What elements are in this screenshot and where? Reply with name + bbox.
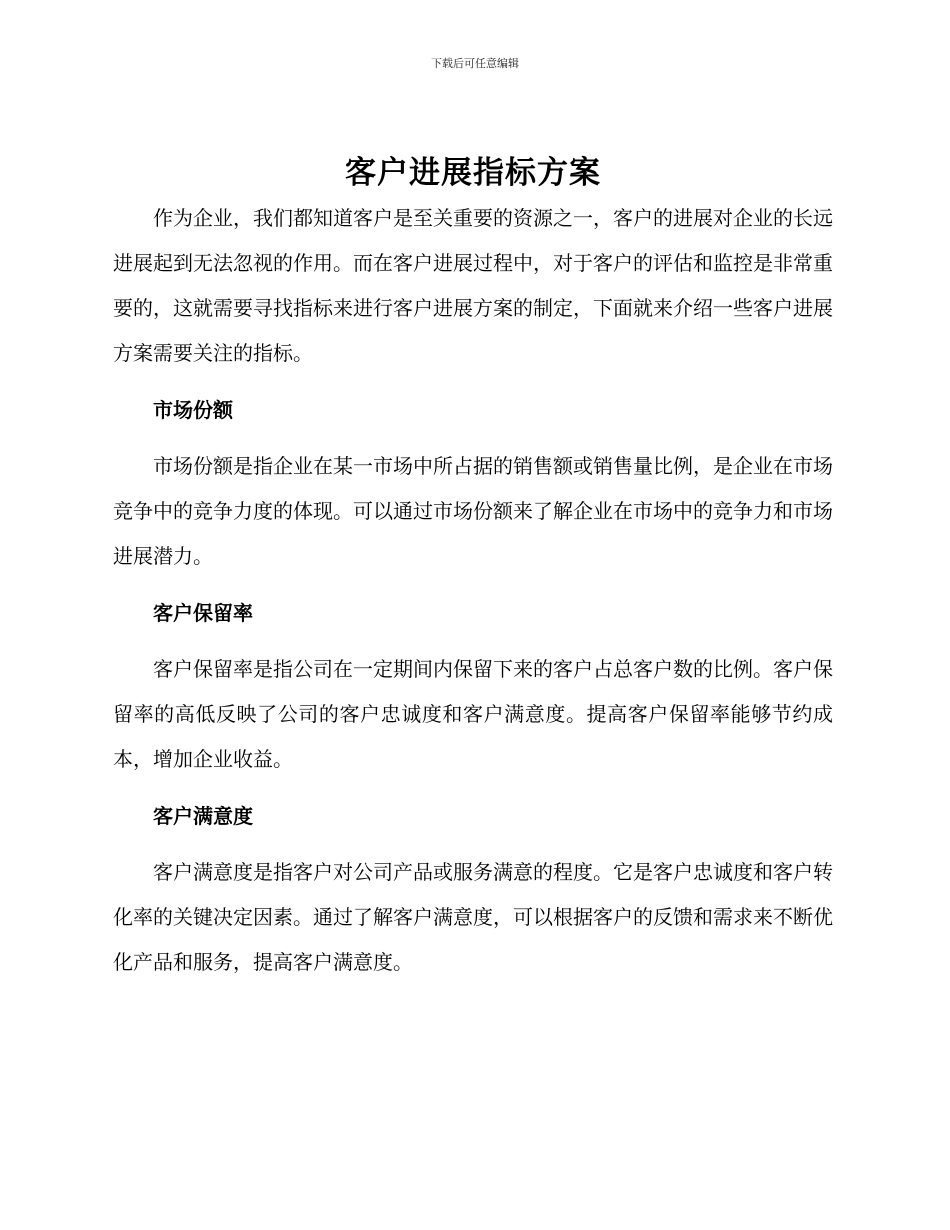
header-note: 下载后可任意编辑: [431, 57, 519, 70]
section-body-market-share: 市场份额是指企业在某一市场中所占据的销售额或销售量比例，是企业在市场竞争中的竞争力度的体现。可以通过市场份额来了解企业在市场中的竞争力和市场进展潜力。: [113, 454, 833, 568]
section-heading-market-share: 市场份额: [153, 398, 233, 422]
intro-paragraph: 作为企业，我们都知道客户是至关重要的资源之一，客户的进展对企业的长远进展起到无法忽视的作用。而在客户进展过程中，对于客户的评估和监控是非常重要的，这就需要寻找指标来进行客户进展方案的制定，下面就来介绍一些客户进展方案需要关注的指标。: [113, 206, 833, 365]
section-body-retention-rate: 客户保留率是指公司在一定期间内保留下来的客户占总客户数的比例。客户保留率的高低反映了公司的客户忠诚度和客户满意度。提高客户保留率能够节约成本，增加企业收益。: [113, 657, 833, 771]
section-heading-retention-rate: 客户保留率: [153, 601, 253, 625]
document-title: 客户进展指标方案: [345, 155, 601, 191]
section-heading-satisfaction: 客户满意度: [153, 804, 253, 828]
document-body: [113, 150, 833, 985]
section-body-satisfaction: 客户满意度是指客户对公司产品或服务满意的程度。它是客户忠诚度和客户转化率的关键决定因素。通过了解客户满意度，可以根据客户的反馈和需求来不断优化产品和服务，提高客户满意度。: [113, 860, 833, 974]
